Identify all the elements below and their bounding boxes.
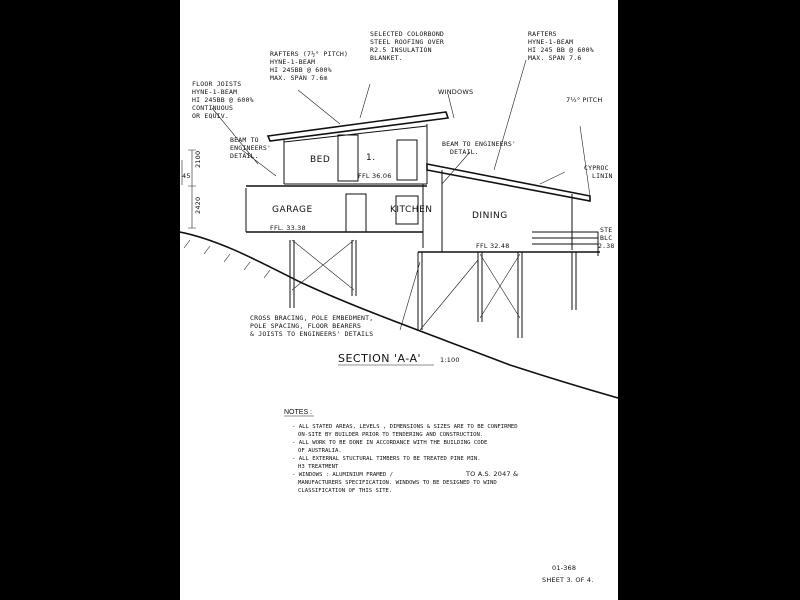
section-title: SECTION 'A-A' [338,352,422,365]
svg-text:SELECTED COLORBOND: SELECTED COLORBOND [370,30,445,38]
svg-text:DETAIL.: DETAIL. [230,152,259,160]
svg-text:MAX. SPAN 7.6m: MAX. SPAN 7.6m [270,74,328,82]
svg-text:LININ: LININ [592,172,613,180]
ffl-dining: FFL 32.48 [476,242,510,250]
svg-text:CROSS BRACING, POLE EMBEDMENT,: CROSS BRACING, POLE EMBEDMENT, [250,314,374,322]
sheet-ref: 01-368 [552,564,577,572]
dim-lower: 2420 [194,196,202,214]
svg-text:& JOISTS TO ENGINEERS' DETAILS: & JOISTS TO ENGINEERS' DETAILS [250,330,374,338]
svg-text:BLC: BLC [600,234,613,242]
svg-text:MANUFACTURERS SPECIFICATION. W: MANUFACTURERS SPECIFICATION. WINDOWS TO BE DESIGNED TO WIND [298,480,497,486]
upper-walls [284,124,427,184]
svg-text:OR EQUIV.: OR EQUIV. [192,112,230,120]
svg-text:RAFTERS (7½° PITCH): RAFTERS (7½° PITCH) [270,50,349,58]
drawing-sheet [180,0,618,600]
rafters-right-label [528,30,594,62]
notes-heading: NOTES : [284,409,313,416]
svg-text:FLOOR JOISTS: FLOOR JOISTS [192,80,242,88]
svg-text:HYNE-1-BEAM: HYNE-1-BEAM [192,88,238,96]
notes-list [292,424,518,494]
kitchen-door [346,194,366,232]
garage-label: GARAGE [272,205,313,215]
svg-text:STEEL ROOFING OVER: STEEL ROOFING OVER [370,38,445,46]
pitch-right-label: 7½° PITCH [566,96,603,104]
svg-text:STE: STE [600,226,613,234]
floor-joists-label [192,80,254,120]
leader-lines [212,60,590,196]
svg-text:ON-SITE BY BUILDER PRIOR TO TE: ON-SITE BY BUILDER PRIOR TO TENDERING AND CONSTRUCTION. [298,432,484,438]
windows-label: WINDOWS [438,88,474,96]
cyprock-label [584,164,613,180]
svg-text:HYNE-1-BEAM: HYNE-1-BEAM [270,58,316,66]
bracing-note [250,314,373,338]
svg-text:HI 245BB @ 600%: HI 245BB @ 600% [192,96,254,104]
svg-text:- ALL STATED AREAS, LEVELS , D: - ALL STATED AREAS, LEVELS , DIMENSIONS & SIZES ARE TO BE CONFIRMED [292,424,518,430]
roofing-label [370,30,444,62]
svg-text:ENGINEERS': ENGINEERS' [230,144,272,152]
dining-label: DINING [472,211,508,221]
beam-label-right [442,140,516,156]
svg-text:- ALL EXTERNAL STUCTURAL TIMBE: - ALL EXTERNAL STUCTURAL TIMBERS TO BE TREATED PINE MIN. [292,456,481,462]
beam-label-left [230,136,271,160]
section-drawing [180,0,618,600]
kitchen-label: KITCHEN [390,205,433,215]
upper-window-left [338,135,358,181]
bracing-leader [400,260,478,330]
svg-text:OF AUSTRALIA.: OF AUSTRALIA. [298,448,342,454]
svg-text:H3 TREATMENT: H3 TREATMENT [298,464,339,470]
svg-text:- WINDOWS : ALUMINIUM FRAMED /: - WINDOWS : ALUMINIUM FRAMED / [292,472,394,478]
section-scale: 1:100 [440,356,460,364]
ground-line [180,232,618,398]
dim-upper: 2100 [194,150,202,168]
svg-text:MAX. SPAN 7.6: MAX. SPAN 7.6 [528,54,582,62]
svg-text:R2.5 INSULATION: R2.5 INSULATION [370,46,432,54]
svg-text:CYPROC: CYPROC [584,164,609,172]
svg-text:BEAM TO: BEAM TO [230,136,259,144]
right-cut-label [598,226,614,250]
ground-hatch [184,240,270,278]
ffl-upper: FFL 36.06 [358,172,392,180]
upper-window-right [397,140,417,180]
sheet-number: SHEET 3. OF 4. [542,576,594,584]
svg-text:HYNE-1-BEAM: HYNE-1-BEAM [528,38,574,46]
svg-text:RAFTERS: RAFTERS [528,30,557,38]
ffl-garage: FFL. 33.38 [270,224,306,232]
bed-number: 1. [366,153,376,163]
svg-text:CONTINUOUS: CONTINUOUS [192,104,234,112]
svg-text:HI 245BB @ 600%: HI 245BB @ 600% [270,66,332,74]
bed-label: BED [310,155,331,165]
svg-text:CLASSIFICATION OF THIS SITE.: CLASSIFICATION OF THIS SITE. [298,488,393,494]
dining-roof [427,164,590,201]
svg-text:BLANKET.: BLANKET. [370,54,403,62]
dim-side: 45 [182,172,191,180]
svg-text:BEAM TO ENGINEERS': BEAM TO ENGINEERS' [442,140,517,148]
as-reference: TO A.S. 2047 & [466,470,519,478]
svg-text:HI 245 BB @ 600%: HI 245 BB @ 600% [528,46,594,54]
rafters-left-label [270,50,348,82]
svg-text:- ALL WORK TO BE DONE IN ACCOR: - ALL WORK TO BE DONE IN ACCORDANCE WITH THE BUILDING CODE [292,440,488,446]
svg-text:2.38: 2.38 [598,242,615,250]
svg-text:DETAIL.: DETAIL. [450,148,479,156]
svg-text:POLE SPACING, FLOOR BEARERS: POLE SPACING, FLOOR BEARERS [250,322,362,330]
